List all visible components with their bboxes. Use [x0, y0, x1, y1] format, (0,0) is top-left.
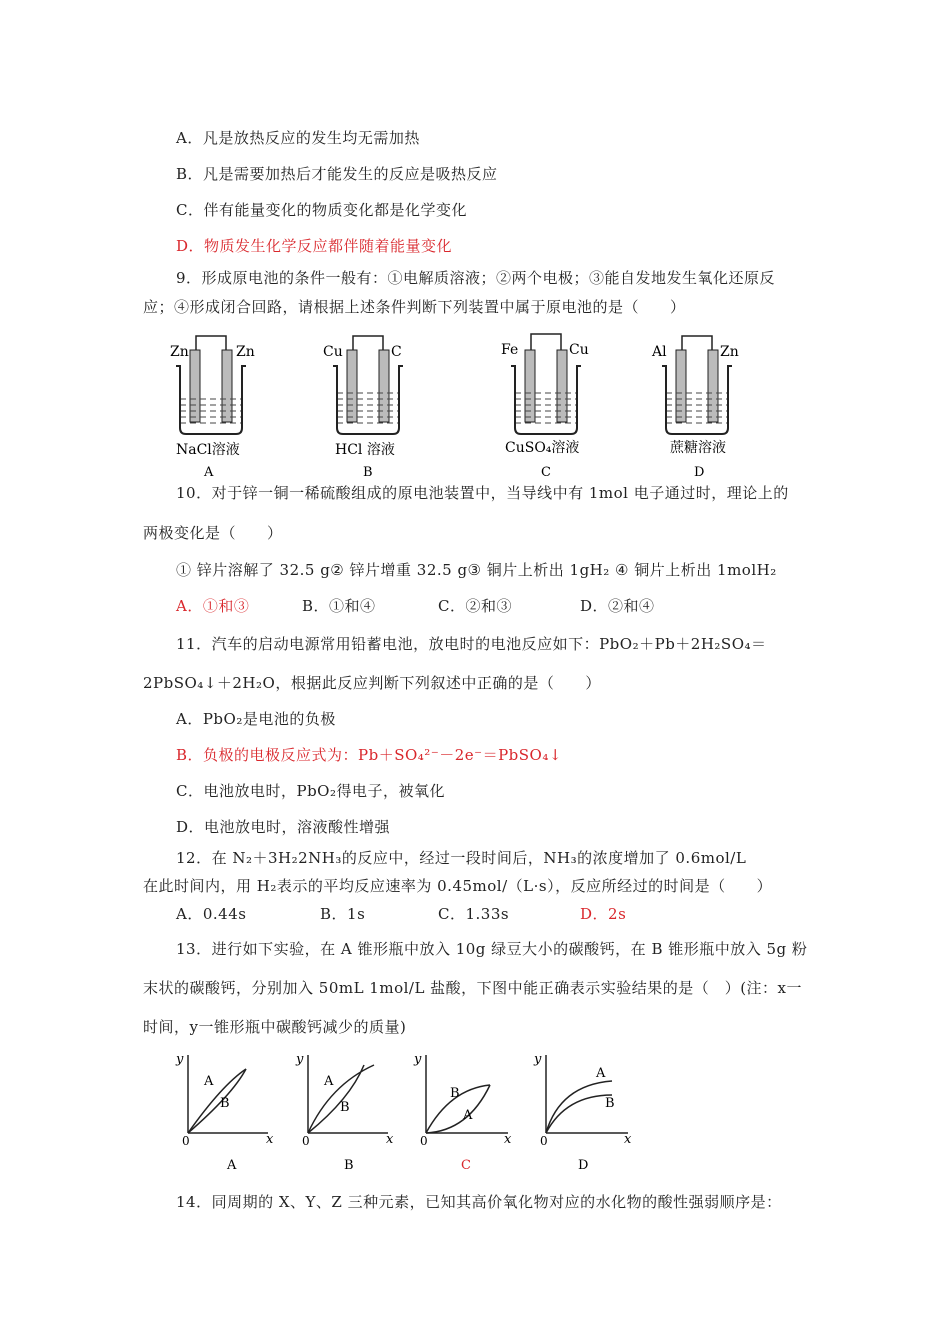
- graph-a-curve-b: B: [220, 1096, 230, 1111]
- q9-stem-line2: 应；④形成闭合回路，请根据上述条件判断下列装置中属于原电池的是（ ）: [143, 298, 686, 316]
- cell-c-left-electrode: Fe: [501, 342, 519, 358]
- graph-b-letter: B: [344, 1158, 354, 1173]
- graph-a-letter: A: [227, 1158, 237, 1173]
- cell-d-right-electrode: Zn: [720, 344, 739, 360]
- q12-option-d-answer: D．2s: [580, 905, 627, 923]
- graph-d: [533, 1052, 632, 1173]
- graph-c-origin: 0: [420, 1134, 428, 1148]
- cell-b-left-electrode: Cu: [323, 344, 343, 360]
- cell-c-letter: C: [541, 465, 551, 480]
- cell-a-solution: NaCl溶液: [176, 442, 240, 458]
- q10-option-b: B．①和④: [302, 597, 376, 615]
- q13-graphs: [0, 1045, 950, 1175]
- q11-option-d: D．电池放电时，溶液酸性增强: [176, 818, 391, 836]
- graph-b-x-label: x: [386, 1132, 394, 1147]
- graph-b-origin: 0: [302, 1134, 310, 1148]
- cell-a-right-electrode: Zn: [236, 344, 255, 360]
- graph-a-y-label: y: [176, 1052, 184, 1067]
- q8-option-b: B．凡是需要加热后才能发生的反应是吸热反应: [176, 165, 498, 183]
- graph-c-curve-b: B: [450, 1086, 460, 1101]
- q8-option-a: A．凡是放热反应的发生均无需加热: [176, 129, 420, 147]
- q10-stem-line2: 两极变化是（ ）: [143, 524, 283, 542]
- q10-option-a-answer: A．①和③: [176, 597, 250, 615]
- graph-d-y-label: y: [534, 1052, 542, 1067]
- q9-stem-line1: 9．形成原电池的条件一般有：①电解质溶液；②两个电极；③能自发地发生氧化还原反: [176, 269, 776, 287]
- cell-a-left-electrode: Zn: [170, 344, 189, 360]
- graph-d-curve-b: B: [605, 1096, 615, 1111]
- q10-option-c: C．②和③: [438, 597, 512, 615]
- cell-d-left-electrode: Al: [652, 344, 667, 360]
- q8-option-c: C．伴有能量变化的物质变化都是化学变化: [176, 201, 467, 219]
- q10-stem-line1: 10．对于锌一铜一稀硫酸组成的原电池装置中，当导线中有 1mol 电子通过时，理论上的: [176, 484, 789, 502]
- q12-option-b: B．1s: [320, 905, 366, 923]
- q12-option-c: C．1.33s: [438, 905, 510, 923]
- graph-d-letter: D: [578, 1158, 589, 1173]
- graph-d-origin: 0: [540, 1134, 548, 1148]
- q9-cell-diagrams: [0, 330, 950, 480]
- q11-option-a: A．PbO₂是电池的负极: [176, 710, 336, 728]
- q14-stem-line1: 14．同周期的 X、Y、Z 三种元素，已知其高价氧化物对应的水化物的酸性强弱顺序是：: [176, 1193, 782, 1211]
- cell-d-solution: 蔗糖溶液: [670, 440, 726, 456]
- q12-stem-line2: 在此时间内，用 H₂表示的平均反应速率为 0.45mol/（L·s），反应所经过的时间是（ ）: [143, 877, 773, 895]
- cell-b-right-electrode: C: [391, 344, 402, 360]
- q13-stem-line3: 时间，y一锥形瓶中碳酸钙减少的质量): [143, 1018, 407, 1036]
- graph-a-curve-a: A: [204, 1074, 214, 1089]
- cell-a: [170, 336, 255, 480]
- q10-option-d: D．②和④: [580, 597, 655, 615]
- q13-stem-line2: 末状的碳酸钙，分别加入 50mL 1mol/L 盐酸，下图中能正确表示实验结果的是（ ）(注：x一: [143, 979, 803, 997]
- graph-c-curve-a: A: [463, 1108, 473, 1123]
- q13-stem-line1: 13．进行如下实验，在 A 锥形瓶中放入 10g 绿豆大小的碳酸钙，在 B 锥形瓶中放入 5g 粉: [176, 940, 808, 958]
- q8-option-d-answer: D．物质发生化学反应都伴随着能量变化: [176, 237, 453, 255]
- graph-b-y-label: y: [296, 1052, 304, 1067]
- cell-a-letter: A: [204, 465, 214, 480]
- cell-b: [323, 336, 403, 480]
- graph-b: [295, 1052, 394, 1173]
- cell-b-solution: HCl 溶液: [335, 442, 395, 458]
- q11-option-c: C．电池放电时，PbO₂得电子，被氧化: [176, 782, 445, 800]
- q11-stem-line2: 2PbSO₄↓＋2H₂O，根据此反应判断下列叙述中正确的是（ ）: [143, 674, 601, 692]
- q11-stem-line1: 11．汽车的启动电源常用铅蓄电池，放电时的电池反应如下：PbO₂＋Pb＋2H₂SO₄＝: [176, 635, 767, 653]
- graph-a-x-label: x: [266, 1132, 274, 1147]
- cell-d: [651, 336, 739, 480]
- graph-c: [413, 1052, 512, 1173]
- graph-b-curve-a: A: [324, 1074, 334, 1089]
- cell-d-letter: D: [694, 465, 705, 480]
- graph-a: [175, 1052, 274, 1173]
- q12-option-a: A．0.44s: [176, 905, 247, 923]
- graph-c-letter: C: [461, 1158, 471, 1173]
- q12-stem-line1: 12．在 N₂＋3H₂2NH₃的反应中，经过一段时间后，NH₃的浓度增加了 0.6mol/L: [176, 849, 747, 867]
- graph-c-y-label: y: [414, 1052, 422, 1067]
- graph-d-curve-a: A: [596, 1066, 606, 1081]
- graph-d-x-label: x: [624, 1132, 632, 1147]
- cell-b-letter: B: [363, 465, 373, 480]
- cell-c-solution: CuSO₄溶液: [505, 440, 580, 456]
- graph-c-x-label: x: [504, 1132, 512, 1147]
- graph-a-origin: 0: [182, 1134, 190, 1148]
- q11-option-b-answer: B．负极的电极反应式为：Pb＋SO₄²⁻－2e⁻＝PbSO₄↓: [176, 746, 562, 764]
- q10-statements: ① 锌片溶解了 32.5 g② 锌片增重 32.5 g③ 铜片上析出 1gH₂ ④ 铜片上析出 1molH₂: [176, 561, 777, 579]
- graph-b-curve-b: B: [340, 1100, 350, 1115]
- cell-c: [501, 334, 589, 480]
- cell-c-right-electrode: Cu: [569, 342, 589, 358]
